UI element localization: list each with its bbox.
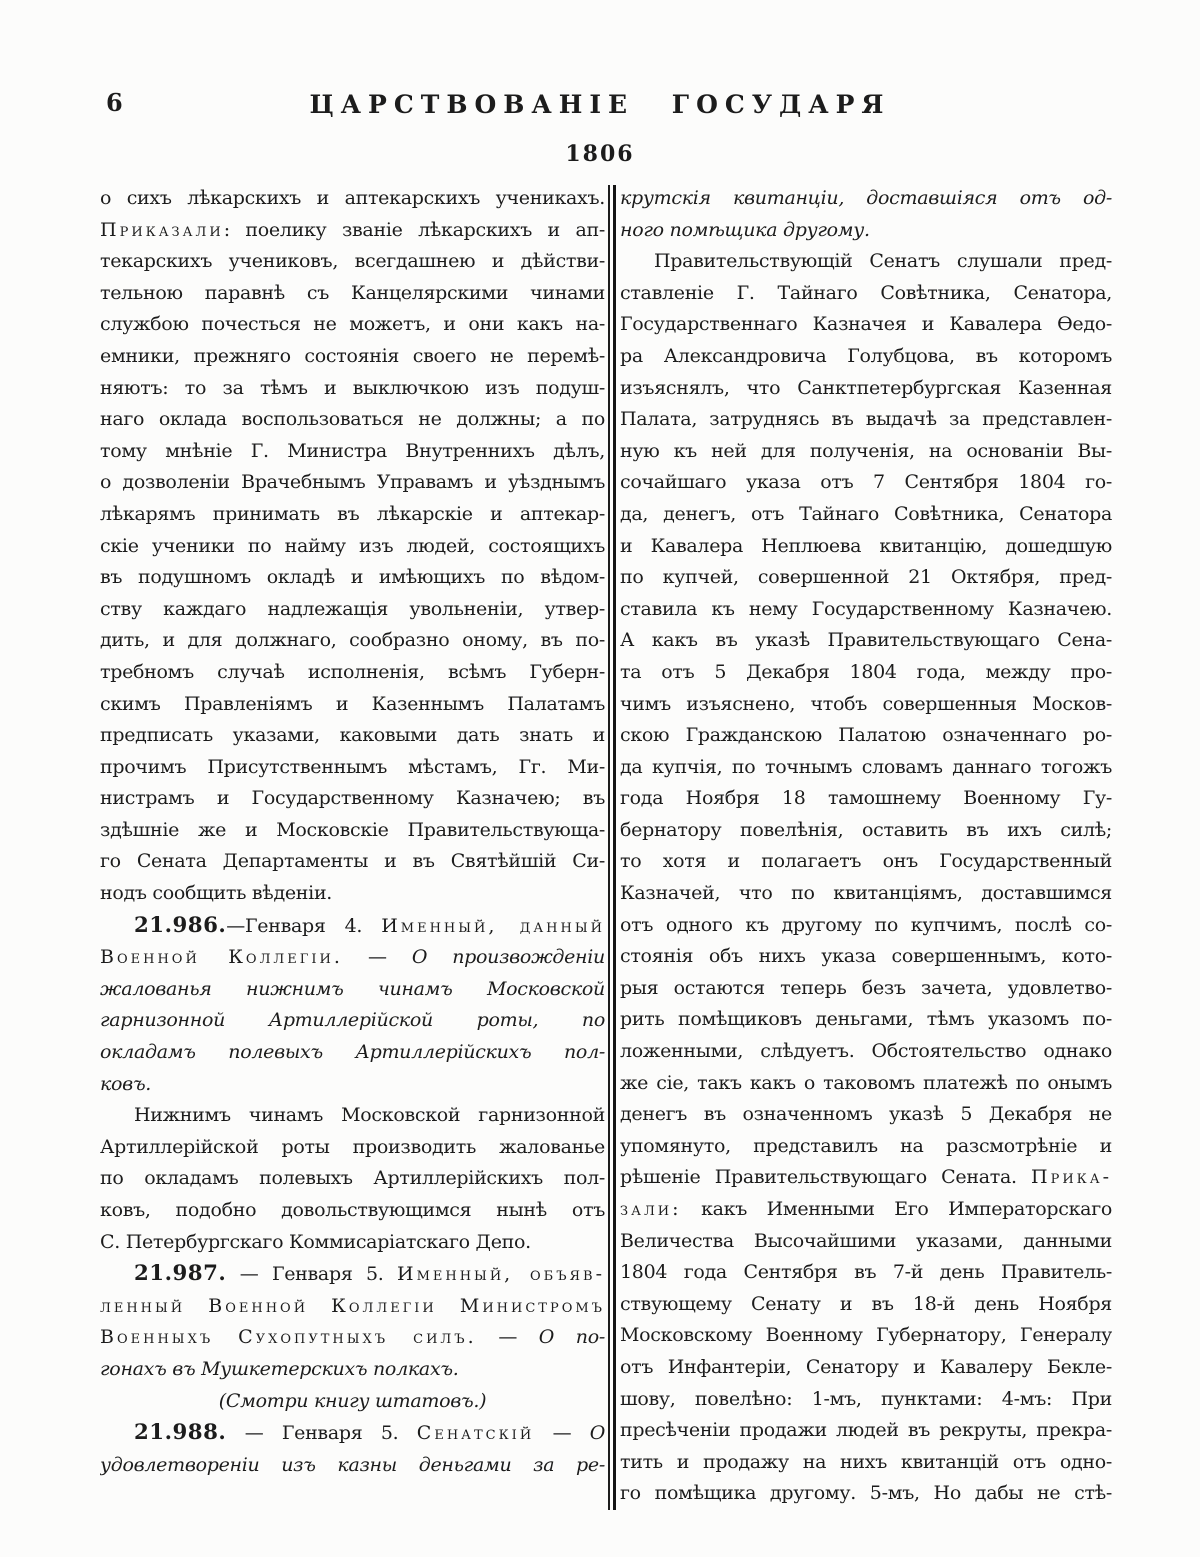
text-line (100, 689, 605, 721)
smallcaps-text: ленный Военной Коллегіи Министромъ (100, 1294, 605, 1317)
text-line (620, 689, 1112, 721)
text-line (620, 657, 1112, 689)
text-line (100, 1100, 605, 1132)
body-text: наго оклада воспользоваться не должны; а по (100, 408, 605, 431)
paragraph (100, 1417, 605, 1481)
body-text: няютъ: то за тѣмъ и выключкою изъ подуш- (100, 376, 605, 399)
body-text: Нижнимъ чинамъ Московской гарнизонной (134, 1104, 605, 1127)
page-number: 6 (106, 88, 123, 117)
year-heading: 1806 (565, 141, 635, 167)
text-line (100, 625, 605, 657)
text-line (100, 1069, 605, 1101)
body-text: какъ Именными Его Императорскаго (681, 1198, 1112, 1220)
body-text: года Ноября 18 тамошнему Военному Гу- (620, 787, 1112, 810)
text-line (100, 215, 605, 247)
text-line (620, 878, 1112, 910)
smallcaps-text: Именный, данный (381, 914, 605, 937)
text-line (100, 341, 605, 373)
body-text: ложенными, слѣдуетъ. Обстоятельство однако (620, 1040, 1112, 1063)
body-text: по купчей, совершенной 21 Октября, пред- (620, 566, 1112, 589)
body-text: ра Александровича Голубцова, въ которомъ (620, 344, 1112, 367)
body-text: го помѣщика другому. 5-мъ, Но дабы не стѣ- (620, 1482, 1112, 1505)
body-text: предписать указами, каковыми дать знать и (100, 724, 605, 747)
body-text: въ подушномъ окладѣ и имѣющихъ по вѣдом- (100, 566, 605, 589)
text-line (620, 215, 1112, 247)
text-line (100, 246, 605, 278)
text-line (100, 846, 605, 878)
text-line (620, 941, 1112, 973)
text-line (100, 1417, 605, 1450)
body-text: по окладамъ полевыхъ Артиллерійскихъ пол- (100, 1167, 605, 1190)
body-text: текарскихъ учениковъ, всегдашнею и дѣйстви- (100, 250, 605, 273)
text-line (620, 1257, 1112, 1289)
paragraph (100, 910, 605, 1101)
text-line (100, 404, 605, 436)
text-line (620, 309, 1112, 341)
text-line (620, 499, 1112, 531)
body-text: рыя остаются теперь безъ зачета, удовлетво- (620, 976, 1112, 999)
body-text: изъяснялъ, что Санктпетербургская Казенная (620, 376, 1112, 399)
paragraph (100, 1258, 605, 1385)
text-line (100, 1195, 605, 1227)
text-line (100, 594, 605, 626)
italic-text: удовлетвореніи изъ казны деньгами за ре- (100, 1453, 605, 1476)
text-line (620, 1036, 1112, 1068)
text-line (620, 720, 1112, 752)
body-text: о дозволеніи Врачебнымъ Управамъ и уѣзднымъ (100, 471, 605, 494)
smallcaps-text: зали: (620, 1198, 682, 1220)
body-text: : поелику званіе лѣкарскихъ и ап- (223, 218, 605, 241)
text-line (620, 1194, 1112, 1226)
body-text: ковъ, подобно довольствующимся нынѣ отъ (100, 1199, 605, 1221)
text-line (100, 467, 605, 499)
text-line (620, 531, 1112, 563)
text-line (100, 278, 605, 310)
text-line (100, 783, 605, 815)
italic-text: гарнизонной Артиллерійской роты, по (100, 1009, 605, 1032)
two-column-text (100, 183, 1112, 1510)
text-line (100, 1291, 605, 1323)
text-line (620, 341, 1112, 373)
body-text: — (476, 1326, 539, 1349)
body-text: тельною паравнѣ съ Канцелярскими чинами (100, 281, 605, 304)
text-line (620, 594, 1112, 626)
text-line (620, 183, 1112, 215)
body-text: скою Гражданскою Палатою означеннаго ро- (620, 724, 1112, 747)
body-text: 1804 года Сентября въ 7-й день Правитель- (620, 1261, 1112, 1284)
text-line (620, 1099, 1112, 1131)
column-divider-rule (607, 183, 617, 1510)
body-text: рѣшеніе Правительствующаго Сената. (620, 1166, 1032, 1189)
smallcaps-text: Именный, объяв- (397, 1263, 605, 1286)
text-line (100, 1386, 605, 1418)
body-text: же сіе, такъ какъ о таковомъ платежѣ по онымъ (620, 1071, 1112, 1094)
text-line (100, 373, 605, 405)
text-line (100, 183, 605, 215)
text-line (620, 783, 1112, 815)
body-text: А какъ въ указѣ Правительствующаго Сена- (620, 629, 1112, 652)
body-text: ству каждаго надлежащія увольненіи, утвер- (100, 597, 605, 620)
paragraph (100, 1386, 605, 1418)
paragraph (100, 1100, 605, 1258)
paragraph (620, 183, 1112, 246)
text-line (100, 942, 605, 974)
body-text: денегъ въ означенномъ указѣ 5 Декабря не (620, 1103, 1112, 1126)
text-line (100, 1005, 605, 1037)
italic-text: жалованья нижнимъ чинамъ Московской (100, 977, 605, 1000)
text-line (620, 1131, 1112, 1163)
body-text: Артиллерійской роты производить жалованье (100, 1135, 605, 1158)
text-line (620, 625, 1112, 657)
text-line (620, 1352, 1112, 1384)
text-line (620, 815, 1112, 847)
body-text: здѣшніе же и Московскіе Правительствующа- (100, 818, 605, 841)
body-text: Казначей, что по квитанціямъ, доставшимся (620, 882, 1112, 905)
body-text: то хотя и полагаетъ онъ Государственный (620, 850, 1112, 873)
body-text: — Генваря 5. (226, 1422, 417, 1445)
text-line (100, 1258, 605, 1291)
left-column (100, 183, 605, 1510)
body-text: о сихъ лѣкарскихъ и аптекарскихъ ученикахъ. (100, 187, 605, 209)
law-number: 21.987. (134, 1261, 227, 1287)
text-line (100, 752, 605, 784)
body-text: шову, повелѣно: 1-мъ, пунктами: 4-мъ: При (620, 1387, 1112, 1410)
body-text: Государственнаго Казначея и Кавалера Ѳедо- (620, 313, 1112, 336)
body-text: лѣкарямъ принимать въ лѣкарскіе и аптекар- (100, 502, 605, 525)
italic-text: (Смотри книгу штатовъ.) (218, 1389, 487, 1412)
right-column (620, 183, 1112, 1510)
text-line (100, 1132, 605, 1164)
body-text: тить и продажу на нихъ квитанцій отъ одно- (620, 1450, 1112, 1473)
smallcaps-text: Приказали (100, 218, 224, 241)
italic-text: гонахъ въ Мушкетерскихъ полкахъ. (100, 1357, 459, 1380)
text-line (100, 1322, 605, 1354)
body-text: пресѣченіи продажи людей въ рекруты, прекра- (620, 1419, 1112, 1442)
body-text: Палата, затруднясь въ выдачѣ за представлен- (620, 408, 1112, 431)
text-line (100, 720, 605, 752)
text-line (620, 1004, 1112, 1036)
text-line (620, 1415, 1112, 1447)
text-line (100, 309, 605, 341)
text-line (100, 1037, 605, 1069)
text-line (620, 562, 1112, 594)
page-header (0, 0, 1200, 167)
text-line (620, 973, 1112, 1005)
text-line (100, 1354, 605, 1386)
text-line (100, 436, 605, 468)
text-line (620, 246, 1112, 278)
body-text: чимъ изъяснено, чтобъ совершенныя Москов- (620, 692, 1112, 715)
text-line (620, 1447, 1112, 1479)
text-line (100, 1227, 605, 1259)
italic-text: О (589, 1422, 605, 1445)
body-text: да, денегъ, отъ Тайнаго Совѣтника, Сенатора (620, 502, 1112, 525)
paragraph (100, 183, 605, 910)
body-text: упомянуто, представилъ на разсмотрѣніе и (620, 1134, 1112, 1157)
body-text: нодъ сообщить вѣденіи. (100, 882, 333, 905)
text-line (620, 373, 1112, 405)
running-title: ЦАРСТВОВАНІЕ ГОСУДАРЯ (309, 90, 891, 119)
body-text: емники, прежняго состоянія своего не перемѣ- (100, 344, 605, 367)
body-text: отъ одного къ другому по купчимъ, послѣ со- (620, 913, 1112, 936)
body-text: ную къ ней для полученія, на основаніи Вы- (620, 439, 1112, 462)
smallcaps-text: Военной Коллегіи. (100, 946, 343, 969)
text-line (620, 1320, 1112, 1352)
text-line (100, 499, 605, 531)
body-text: сочайшаго указа отъ 7 Сентября 1804 го- (620, 471, 1112, 494)
italic-text: ного помѣщика другому. (620, 218, 870, 241)
text-line (620, 752, 1112, 784)
smallcaps-text: Прика- (1031, 1166, 1112, 1189)
text-line (100, 1450, 605, 1482)
text-line (620, 1384, 1112, 1416)
italic-text: окладамъ полевыхъ Артиллерійскихъ пол- (100, 1041, 605, 1064)
body-text: тому мнѣніе Г. Министра Внутреннихъ дѣлъ, (100, 439, 605, 462)
text-line (620, 1226, 1112, 1258)
body-text: требномъ случаѣ исполненія, всѣмъ Губерн- (100, 660, 605, 683)
text-line (100, 974, 605, 1006)
body-text: скіе ученики по найму изъ людей, состоящихъ (100, 534, 605, 557)
text-line (620, 910, 1112, 942)
body-text: та отъ 5 Декабря 1804 года, между про- (620, 660, 1112, 683)
law-number: 21.988. (134, 1420, 227, 1446)
italic-text: ковъ. (100, 1072, 152, 1095)
body-text: Величества Высочайшими указами, данными (620, 1229, 1112, 1252)
body-text: — (342, 946, 412, 969)
text-line (620, 1162, 1112, 1194)
italic-text: крутскія квитанціи, доставшіяся отъ од- (620, 187, 1112, 209)
body-text: бернатору повелѣнія, оставить въ ихъ силѣ; (620, 818, 1112, 841)
body-text: — (534, 1422, 590, 1445)
text-line (100, 562, 605, 594)
paragraph (620, 246, 1112, 1510)
body-text: ствующему Сенату и въ 18-й день Ноября (620, 1292, 1112, 1315)
body-text: да купчія, по точнымъ словамъ даннаго тогожъ (620, 755, 1112, 778)
text-line (620, 846, 1112, 878)
smallcaps-text: Военныхъ Сухопутныхъ силъ. (100, 1326, 477, 1349)
text-line (620, 1289, 1112, 1321)
text-line (100, 910, 605, 943)
body-text: — Генваря 5. (226, 1263, 397, 1286)
body-text: и Кавалера Неплюева квитанцію, дошедшую (620, 534, 1112, 557)
text-line (100, 878, 605, 910)
text-line (100, 1163, 605, 1195)
text-line (620, 467, 1112, 499)
body-text: ставила къ нему Государственному Казначею. (620, 597, 1112, 620)
text-line (620, 404, 1112, 436)
body-text: рить помѣщиковъ деньгами, тѣмъ указомъ по- (620, 1008, 1112, 1031)
body-text: прочимъ Присутственнымъ мѣстамъ, Гг. Ми- (100, 755, 605, 778)
text-line (100, 815, 605, 847)
text-line (100, 531, 605, 563)
body-text: Московскому Военному Губернатору, Генералу (620, 1324, 1112, 1347)
text-line (620, 1068, 1112, 1100)
body-text: скимъ Правленіямъ и Казеннымъ Палатамъ (100, 692, 605, 715)
text-line (100, 657, 605, 689)
text-line (620, 278, 1112, 310)
italic-text: О произвожденіи (411, 946, 605, 969)
law-number: 21.986. (134, 912, 227, 938)
body-text: го Сената Департаменты и въ Святѣйшій Си- (100, 850, 605, 873)
italic-text: О по- (538, 1326, 605, 1349)
body-text: отъ Инфантеріи, Сенатору и Кавалеру Бекле- (620, 1355, 1112, 1378)
body-text: стоянія объ нихъ указа совершеннымъ, кото- (620, 945, 1112, 968)
text-line (620, 1478, 1112, 1510)
body-text: дить, и для должнаго, сообразно оному, въ по- (100, 629, 605, 652)
body-text: нистрамъ и Государственному Казначею; въ (100, 787, 605, 810)
body-text: ставленіе Г. Тайнаго Совѣтника, Сенатора, (620, 281, 1112, 304)
body-text: С. Петербургскаго Коммисаріатскаго Депо. (100, 1230, 531, 1253)
body-text: службою почесться не можетъ, и они какъ на- (100, 313, 605, 336)
smallcaps-text: Сенатскій (416, 1422, 535, 1445)
text-line (620, 436, 1112, 468)
body-text: Правительствующій Сенатъ слушали пред- (654, 250, 1112, 273)
body-text: —Генваря 4. (226, 914, 382, 937)
